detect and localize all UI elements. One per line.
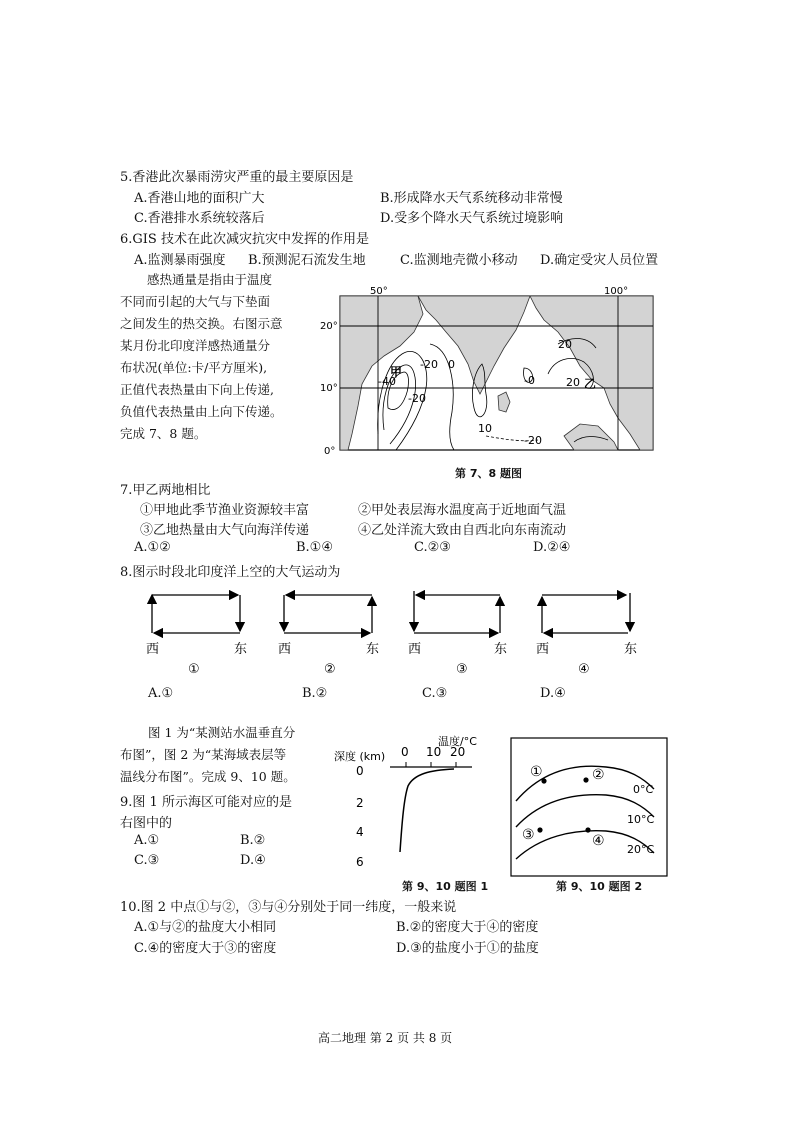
lat-label-0: 0° [324,446,336,457]
point-4-dot [585,827,590,832]
q7-statement-3: ③乙地热量由大气向海洋传递 [140,523,310,538]
q5-option-c: C.香港排水系统较落后 [134,211,265,226]
diagram-label-1: ① [188,662,200,677]
q6-option-b: B.预测泥石流发生地 [248,253,366,268]
west-label: 西 [536,642,550,657]
figure-2-caption: 第 9、10 题图 2 [556,880,643,893]
y-tick-0: 0 [356,764,364,778]
west-label: 西 [408,642,422,657]
lon-label-100: 100° [604,286,629,297]
diagram-label-4: ④ [578,662,590,677]
lat-label-10: 10° [320,383,338,394]
map-78-caption: 第 7、8 题图 [455,467,522,480]
q6-stem: 6.GIS 技术在此次减灾抗灾中发挥的作用是 [120,232,369,247]
sensible-heat-flux-map [318,284,663,459]
contour-label: 20 [558,338,572,351]
point-3-dot [537,827,542,832]
passage-78-line-2: 不同而引起的大气与下垫面 [120,294,271,309]
water-temperature-profile-figure [330,734,510,878]
passage-78-line-8: 完成 7、8 题。 [120,426,207,441]
west-label: 西 [146,642,160,657]
q9-stem-line-1: 9.图 1 所示海区可能对应的是 [120,795,292,810]
q7-statement-1: ①甲地此季节渔业资源较丰富 [140,503,310,518]
q6-option-c: C.监测地壳微小移动 [400,253,518,268]
contour-label: -40 [378,375,396,388]
isotherm-label-0: 0°C [633,783,654,796]
east-label: 东 [624,642,638,657]
east-label: 东 [366,642,380,657]
q7-option-a: A.①② [134,540,171,555]
q7-option-b: B.①④ [296,540,333,555]
circulation-diagrams [140,585,660,677]
contour-label: -20 [408,392,426,405]
point-2-dot [583,777,588,782]
y-tick-4: 4 [356,825,364,839]
q8-stem: 8.图示时段北印度洋上空的大气运动为 [120,565,341,580]
contour-label: 10 [478,422,492,435]
east-label: 东 [234,642,248,657]
isotherm-label-20: 20°C [627,843,655,856]
q10-stem: 10.图 2 中点①与②，③与④分别处于同一纬度，一般来说 [120,900,457,915]
q7-stem: 7.甲乙两地相比 [120,483,211,498]
q10-option-d: D.③的盐度小于①的盐度 [396,941,539,956]
q5-option-b: B.形成降水天气系统移动非常慢 [380,191,563,206]
q10-option-c: C.④的密度大于③的密度 [134,941,277,956]
passage-78-line-3: 之间发生的热交换。右图示意 [120,316,283,331]
q10-option-b: B.②的密度大于④的密度 [396,920,539,935]
point-3-label: ③ [522,827,535,843]
q6-option-d: D.确定受灾人员位置 [540,253,659,268]
q9-option-d: D.④ [240,853,266,868]
figure-1-caption: 第 9、10 题图 1 [402,880,489,893]
diagram-1 [152,595,240,633]
diagram-label-2: ② [324,662,336,677]
q5-option-d: D.受多个降水天气系统过境影响 [380,211,564,226]
east-label: 东 [494,642,508,657]
contour-label: -0 [524,374,535,387]
q5-stem: 5.香港此次暴雨涝灾严重的最主要原因是 [120,170,354,185]
diagram-2 [284,595,372,633]
passage-78-line-6: 正值代表热量由下向上传递, [120,382,274,397]
q10-option-a: A.①与②的盐度大小相同 [134,920,277,935]
passage-910-line-3: 温线分布图”。完成 9、10 题。 [120,769,296,784]
q5-option-a: A.香港山地的面积广大 [134,191,265,206]
passage-910-line-1: 图 1 为“某测站水温垂直分 [148,725,296,740]
x-tick-0: 0 [401,745,409,759]
q6-option-a: A.监测暴雨强度 [134,253,226,268]
q9-stem-line-2: 右图中的 [120,816,173,831]
point-jia: 甲 [390,365,403,379]
q9-option-b: B.② [240,833,266,848]
depth-axis-label: 深度 (km) [334,750,386,763]
q7-option-d: D.②④ [533,540,571,555]
isotherm-figure [510,737,670,877]
diagram-3 [414,591,500,633]
point-2-label: ② [592,767,605,783]
contour-label: -20 [524,434,542,447]
point-4-label: ④ [592,833,605,849]
q8-option-a: A.① [148,686,174,701]
q9-option-a: A.① [134,833,160,848]
q8-option-c: C.③ [422,686,448,701]
diagram-4 [542,593,630,633]
passage-910-line-2: 布图”，图 2 为“某海域表层等 [120,747,287,762]
passage-78-line-4: 某月份北印度洋感热通量分 [120,338,271,353]
diagram-label-3: ③ [456,662,468,677]
q9-option-c: C.③ [134,853,160,868]
isotherm-label-10: 10°C [627,813,655,826]
q7-option-c: C.②③ [414,540,451,555]
q7-statement-4: ④乙处洋流大致由自西北向东南流动 [358,523,567,538]
lon-label-50: 50° [370,286,388,297]
page-footer: 高二地理 第 2 页 共 8 页 [318,1031,453,1045]
contour-label: 20 [566,376,580,389]
lat-label-20: 20° [320,321,338,332]
passage-78-line-7: 负值代表热量由上向下传递。 [120,404,283,419]
q8-option-d: D.④ [540,686,566,701]
contour-label: 0 [448,358,455,371]
west-label: 西 [278,642,292,657]
point-yi: 乙 [584,377,597,391]
q8-option-b: B.② [302,686,328,701]
contour-label: -20 [420,358,438,371]
x-tick-20: 20 [450,745,466,759]
y-tick-6: 6 [356,855,364,869]
temperature-curve [400,769,454,852]
passage-78-line-1: 感热通量是指由于温度 [147,272,273,287]
q7-statement-2: ②甲处表层海水温度高于近地面气温 [358,503,567,518]
temperature-axis-label: 温度/°C [438,735,477,748]
point-1-label: ① [530,764,543,780]
y-tick-2: 2 [356,796,364,810]
passage-78-line-5: 布状况(单位:卡/平方厘米), [120,360,268,375]
x-tick-10: 10 [426,745,442,759]
